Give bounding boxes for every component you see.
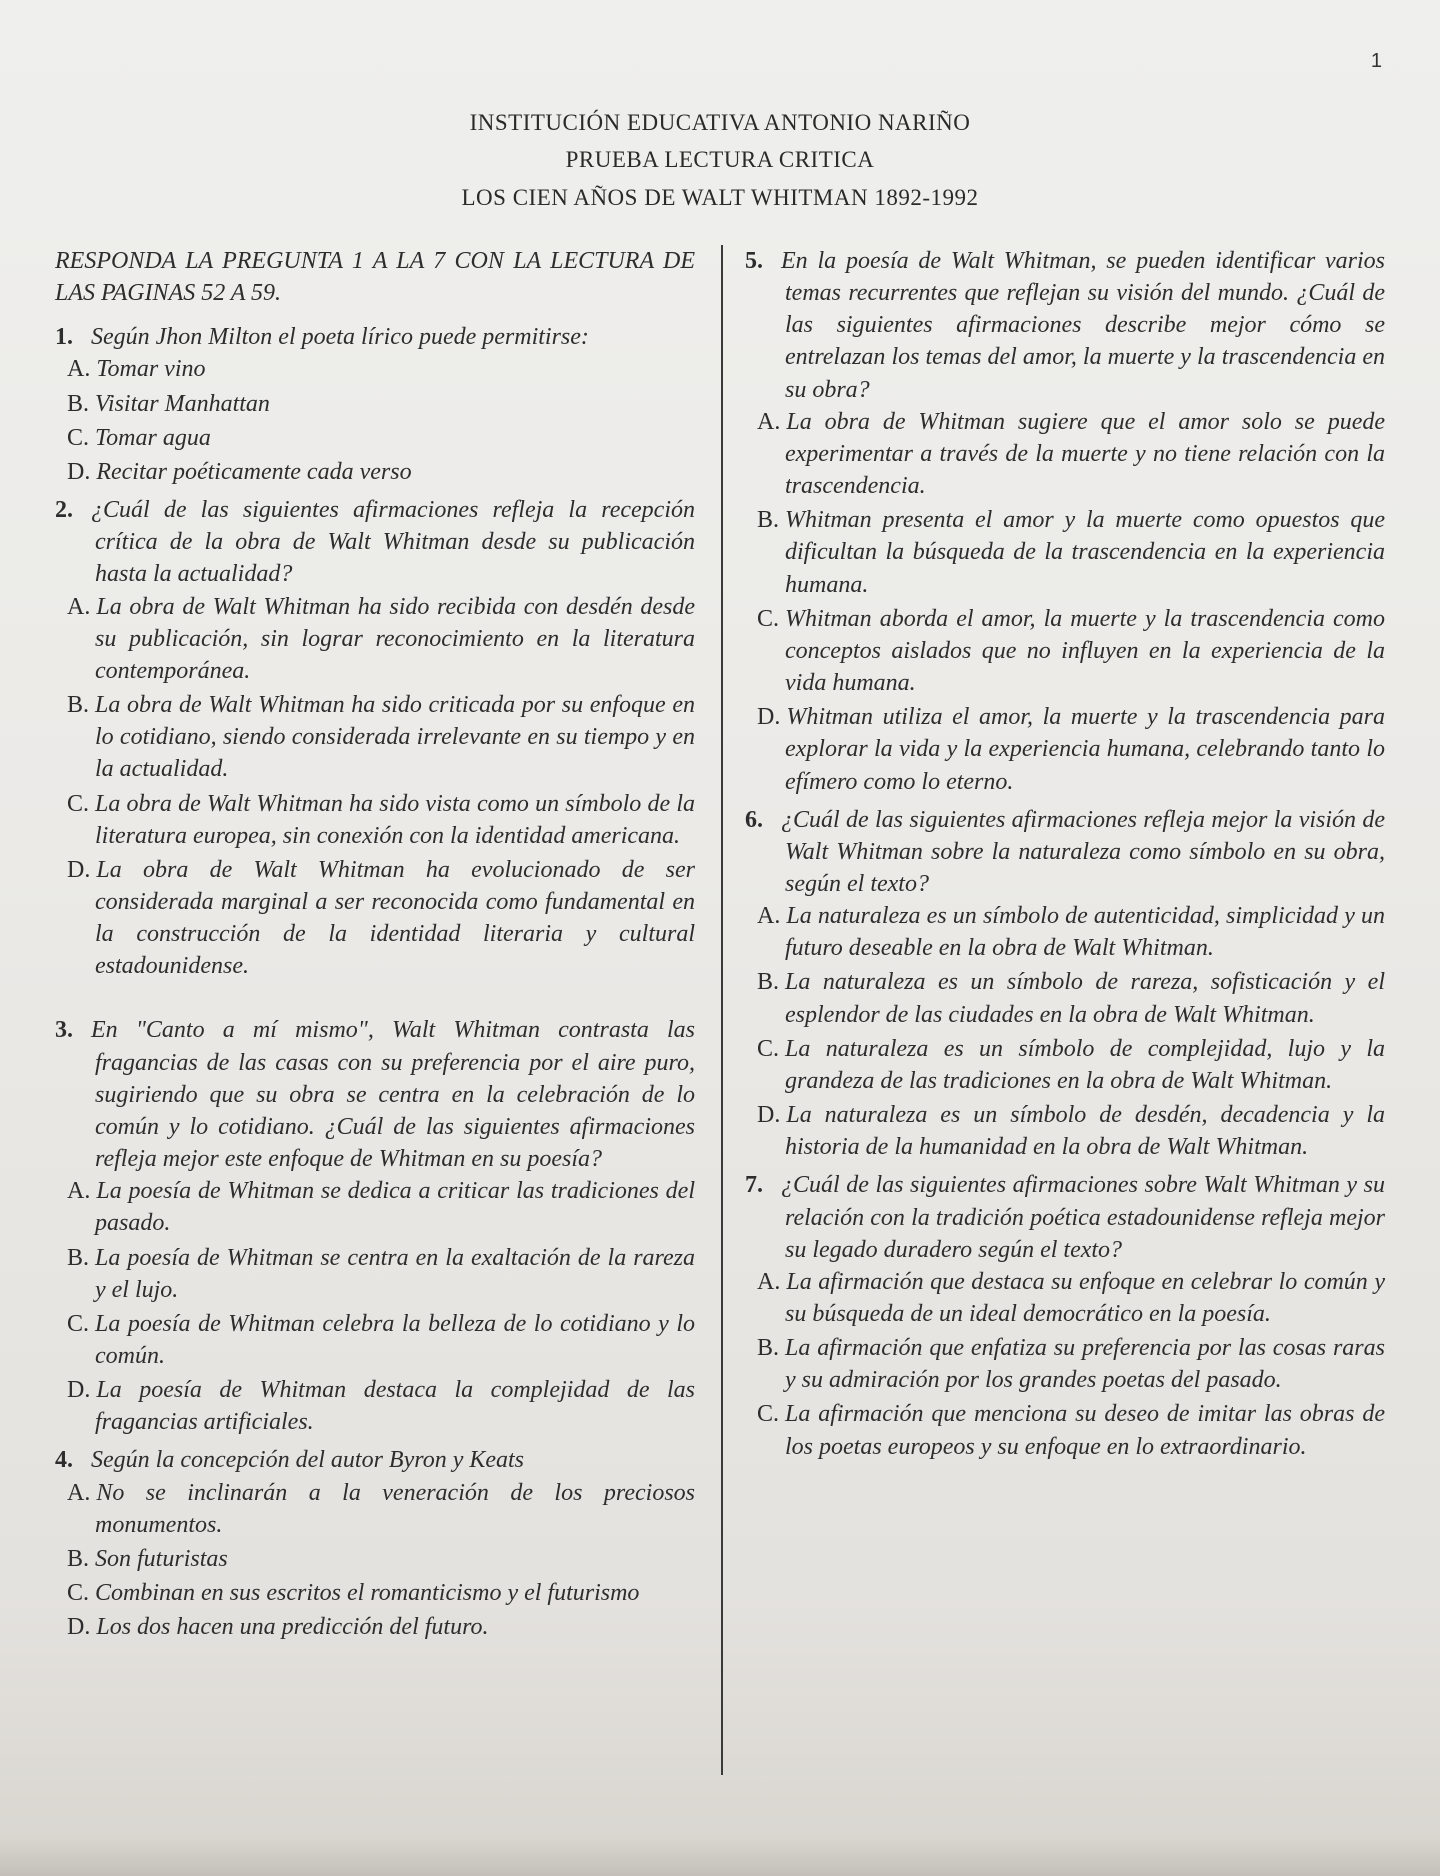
option-d[interactable] — [55, 456, 695, 488]
option-letter: C. — [67, 1310, 90, 1337]
question-number: 7. — [745, 1172, 763, 1199]
question-stem: ¿Cuál de las siguientes afirmaciones sobre Walt Whitman y su relación con la tradición poética estadounidense refleja mejor su legado duradero según el texto? — [781, 1172, 1385, 1263]
option-a[interactable] — [55, 1175, 695, 1239]
option-a[interactable] — [745, 406, 1385, 502]
option-letter: C. — [67, 1580, 90, 1607]
instructions: RESPONDA LA PREGUNTA 1 A LA 7 CON LA LECTURA DE LAS PAGINAS 52 A 59. — [55, 248, 695, 307]
option-letter: C. — [757, 605, 780, 632]
option-text: Whitman utiliza el amor, la muerte y la trascendencia para explorar la vida y la experiencia humana, celebrando tanto lo efímero como lo eterno. — [785, 704, 1385, 795]
option-c[interactable] — [745, 603, 1385, 699]
option-letter: B. — [67, 1545, 90, 1572]
question-stem: En "Canto a mí mismo", Walt Whitman contrasta las fragancias de las casas con su preferencia por el aire puro, sugiriendo que su obra se centra en la celebración de lo común y lo cotidiano. ¿Cuál de las siguientes afirmaciones refleja mejor este enfoque de Whitman en su poesía? — [91, 1017, 695, 1173]
option-a[interactable] — [745, 900, 1385, 964]
option-letter: D. — [757, 1102, 781, 1129]
option-letter: A. — [67, 1479, 91, 1506]
option-text: Son futuristas — [95, 1545, 228, 1572]
option-text: La obra de Walt Whitman ha sido recibida con desdén desde su publicación, sin lograr reconocimiento en la literatura contemporánea. — [95, 593, 695, 684]
option-text: La poesía de Whitman se centra en la exaltación de la rareza y el lujo. — [95, 1244, 695, 1303]
option-a[interactable] — [55, 353, 695, 385]
exam-header — [0, 104, 1440, 216]
option-text: Los dos hacen una predicción del futuro. — [96, 1614, 489, 1641]
institution-name: INSTITUCIÓN EDUCATIVA ANTONIO NARIÑO — [469, 110, 971, 135]
question-7 — [745, 1169, 1385, 1462]
option-text: La afirmación que menciona su deseo de imitar las obras de los poetas europeos y su enfoque en lo extraordinario. — [785, 1401, 1385, 1460]
question-number: 4. — [55, 1447, 73, 1474]
page-edge-shadow — [0, 1836, 1440, 1876]
option-letter: A. — [67, 593, 91, 620]
option-text: La afirmación que enfatiza su preferencia por las cosas raras y su admiración por los grandes poetas del pasado. — [785, 1335, 1385, 1394]
question-3 — [55, 1014, 695, 1438]
option-letter: C. — [67, 790, 90, 817]
option-letter: A. — [757, 408, 781, 435]
option-letter: D. — [67, 1377, 91, 1404]
option-c[interactable] — [55, 422, 695, 454]
option-b[interactable] — [745, 504, 1385, 600]
question-number: 6. — [745, 806, 763, 833]
option-d[interactable] — [745, 1099, 1385, 1163]
option-letter: C. — [757, 1035, 780, 1062]
option-letter: A. — [757, 1268, 781, 1295]
question-1 — [55, 321, 695, 488]
question-number: 5. — [745, 248, 763, 274]
option-text: La poesía de Whitman se dedica a criticar las tradiciones del pasado. — [95, 1178, 695, 1237]
option-b[interactable] — [745, 1332, 1385, 1396]
option-b[interactable] — [55, 1543, 695, 1575]
question-5 — [745, 245, 1385, 798]
option-text: La obra de Walt Whitman ha sido criticada por su enfoque en lo cotidiano, siendo considerada irrelevante en su tiempo y en la actualidad. — [95, 692, 695, 783]
option-d[interactable] — [55, 854, 695, 983]
option-letter: D. — [67, 856, 91, 883]
option-text: La poesía de Whitman destaca la complejidad de las fragancias artificiales. — [95, 1377, 695, 1436]
option-text: La naturaleza es un símbolo de rareza, sofisticación y el esplendor de las ciudades en la obra de Walt Whitman. — [785, 969, 1385, 1028]
column-divider — [721, 245, 723, 1775]
option-letter: D. — [67, 1614, 91, 1641]
option-text: Whitman aborda el amor, la muerte y la trascendencia como conceptos aislados que no influyen en la experiencia de la vida humana. — [785, 605, 1385, 697]
option-text: Combinan en sus escritos el romanticismo y el futurismo — [95, 1580, 640, 1607]
option-b[interactable] — [745, 966, 1385, 1030]
option-d[interactable] — [55, 1611, 695, 1643]
option-a[interactable] — [55, 591, 695, 687]
question-stem: ¿Cuál de las siguientes afirmaciones refleja mejor la visión de Walt Whitman sobre la naturaleza como símbolo en su obra, según el texto? — [781, 806, 1385, 897]
option-text: La obra de Walt Whitman ha sido vista como un símbolo de la literatura europea, sin conexión con la identidad americana. — [95, 790, 695, 849]
exam-title: PRUEBA LECTURA CRITICA — [565, 147, 875, 173]
option-b[interactable] — [55, 689, 695, 785]
option-letter: B. — [757, 507, 780, 534]
question-number: 1. — [55, 324, 73, 351]
option-d[interactable] — [55, 1374, 695, 1438]
option-d[interactable] — [745, 701, 1385, 797]
option-letter: A. — [67, 1178, 91, 1205]
option-text: Visitar Manhattan — [95, 390, 270, 417]
option-b[interactable] — [55, 1242, 695, 1306]
option-letter: C. — [757, 1401, 780, 1428]
question-2 — [55, 494, 695, 982]
question-stem: Según la concepción del autor Byron y Keats — [91, 1447, 525, 1474]
question-stem: Según Jhon Milton el poeta lírico puede permitirse: — [91, 324, 589, 351]
option-c[interactable] — [55, 1308, 695, 1372]
option-letter: B. — [757, 1335, 780, 1362]
option-a[interactable] — [55, 1477, 695, 1541]
option-a[interactable] — [745, 1266, 1385, 1330]
option-letter: C. — [67, 424, 90, 451]
right-column — [745, 245, 1385, 1469]
reading-title: LOS CIEN AÑOS DE WALT WHITMAN 1892-1992 — [461, 184, 979, 210]
option-text: La naturaleza es un símbolo de desdén, decadencia y la historia de la humanidad en la obra de Walt Whitman. — [785, 1102, 1385, 1161]
page-number: 1 — [1370, 50, 1382, 72]
option-text: Tomar vino — [96, 356, 206, 383]
option-text: La obra de Whitman sugiere que el amor solo se puede experimentar a través de la muerte y no tiene relación con la trascendencia. — [785, 408, 1385, 500]
option-letter: D. — [757, 704, 781, 731]
option-text: La afirmación que destaca su enfoque en celebrar lo común y su búsqueda de un ideal democrático en la poesía. — [785, 1268, 1385, 1327]
option-text: La naturaleza es un símbolo de autenticidad, simplicidad y un futuro deseable en la obra de Walt Whitman. — [785, 903, 1385, 962]
option-text: Recitar poéticamente cada verso — [96, 458, 412, 485]
option-c[interactable] — [55, 1577, 695, 1609]
option-letter: D. — [67, 458, 91, 485]
option-c[interactable] — [745, 1398, 1385, 1462]
option-letter: B. — [67, 692, 90, 719]
question-number: 3. — [55, 1017, 73, 1044]
question-6 — [745, 804, 1385, 1164]
option-text: La obra de Walt Whitman ha evolucionado de ser considerada marginal a ser reconocida como fundamental en la construcción de la identidad literaria y cultural estadounidense. — [95, 856, 695, 980]
option-text: La naturaleza es un símbolo de complejidad, lujo y la grandeza de las tradiciones en la obra de Walt Whitman. — [785, 1035, 1385, 1094]
question-4 — [55, 1444, 695, 1643]
option-letter: A. — [67, 356, 91, 383]
option-text: La poesía de Whitman celebra la belleza de lo cotidiano y lo común. — [95, 1310, 695, 1369]
option-letter: B. — [67, 1244, 90, 1271]
option-text: Whitman presenta el amor y la muerte como opuestos que dificultan la búsqueda de la trascendencia en la experiencia humana. — [785, 507, 1385, 598]
option-letter: A. — [757, 903, 781, 930]
question-stem: ¿Cuál de las siguientes afirmaciones refleja la recepción crítica de la obra de Walt Whitman desde su publicación hasta la actualidad? — [91, 497, 695, 588]
question-stem: En la poesía de Walt Whitman, se pueden identificar varios temas recurrentes que reflejan su visión del mundo. ¿Cuál de las siguientes afirmaciones describe mejor cómo se entrelazan los temas del amor, la muerte y la trascendencia en su obra? — [781, 248, 1385, 403]
option-c[interactable] — [55, 788, 695, 852]
left-column — [55, 245, 695, 1649]
option-letter: B. — [67, 390, 90, 417]
option-text: No se inclinarán a la veneración de los preciosos monumentos. — [95, 1479, 695, 1538]
option-text: Tomar agua — [95, 424, 211, 451]
option-c[interactable] — [745, 1033, 1385, 1097]
question-number: 2. — [55, 497, 73, 524]
option-letter: B. — [757, 969, 780, 996]
option-b[interactable] — [55, 388, 695, 420]
